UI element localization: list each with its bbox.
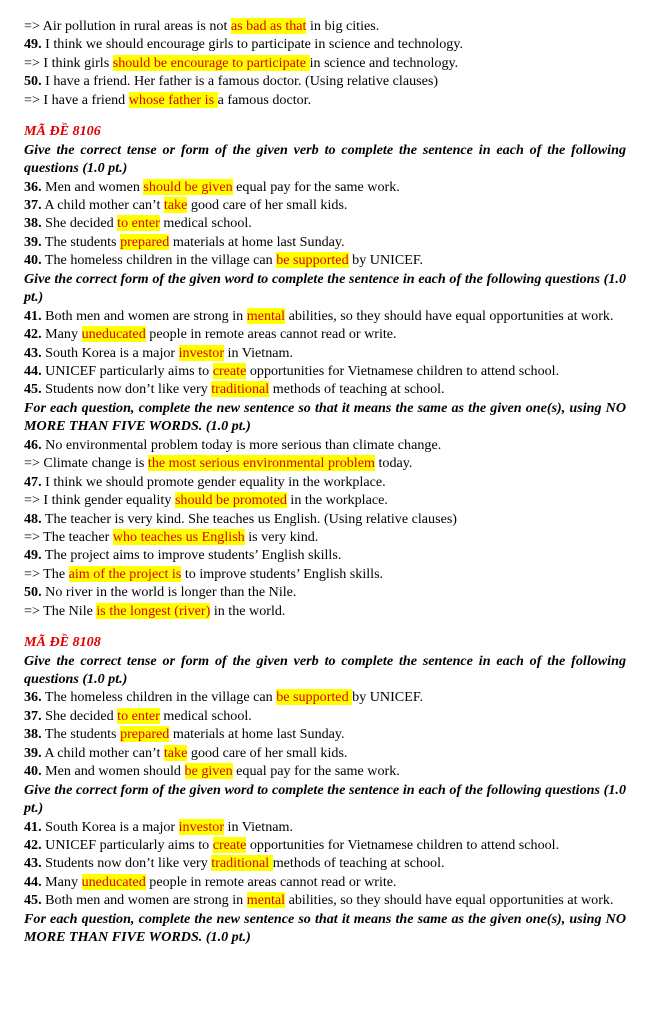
question-line (24, 873, 626, 891)
sentence-text: No environmental problem today is more serious than climate change. (41, 436, 442, 453)
highlighted-answer: who teaches us English (112, 528, 245, 545)
sentence-text: => I have a friend (24, 91, 129, 108)
answer-line (24, 602, 626, 620)
instruction-verb-8106: Give the correct tense or form of the given verb to complete the sentence in each of the following questions (1.0 pt.) (24, 141, 626, 177)
question-number: 47. (24, 473, 42, 490)
instruction-word-8108: Give the correct form of the given word to complete the sentence in each of the following questions (1.0 pt.) (24, 781, 626, 817)
sentence-text-end: in science and technology. (309, 54, 459, 71)
sentence-text: I think we should encourage girls to participate in science and technology. (41, 36, 463, 53)
highlighted-answer: be supported (276, 252, 349, 269)
sentence-text: I have a friend. Her father is a famous doctor. (Using relative clauses) (41, 73, 439, 90)
highlighted-answer: uneducated (81, 326, 146, 343)
sentence-text: => The (24, 565, 69, 582)
question-line (24, 725, 626, 743)
highlighted-answer: to enter (117, 707, 160, 724)
highlighted-answer: investor (178, 818, 225, 835)
highlighted-answer: investor (178, 344, 225, 361)
question-number: 39. (24, 744, 42, 761)
question-line (24, 546, 626, 564)
question-line (24, 583, 626, 601)
question-line (24, 818, 626, 836)
sentence-text: The homeless children in the village can (41, 689, 277, 706)
top-lines (24, 17, 626, 109)
answer-line (24, 454, 626, 472)
question-line (24, 251, 626, 269)
question-number: 40. (24, 252, 42, 269)
question-line (24, 72, 626, 90)
questions-word-8108 (24, 818, 626, 892)
question-line (24, 380, 626, 398)
sentence-text-end: in the world. (210, 602, 286, 619)
sentence-text: Men and women should (41, 763, 185, 780)
question-number: 37. (24, 707, 42, 724)
sentence-text-end: today. (374, 455, 413, 472)
sentence-text: UNICEF particularly aims to (41, 837, 213, 854)
sentence-text: The teacher is very kind. She teaches us English. (Using relative clauses) (41, 510, 458, 527)
sentence-text: => Air pollution in rural areas is not (24, 18, 231, 34)
exam-code-8106: MÃ ĐỀ 8106 (24, 123, 101, 140)
sentence-text-end: good care of her small kids. (187, 744, 348, 761)
question-number: 43. (24, 855, 42, 872)
question-line (24, 35, 626, 53)
sentence-text-end: is very kind. (244, 528, 319, 545)
sentence-text: A child mother can’t (41, 196, 164, 213)
highlighted-answer: prepared (120, 726, 170, 743)
sentence-text: Many (41, 326, 82, 343)
question-number: 46. (24, 436, 42, 453)
question-number: 37. (24, 196, 42, 213)
answer-line (24, 54, 626, 72)
sentence-text-end: materials at home last Sunday. (169, 233, 345, 250)
sentence-text: UNICEF particularly aims to (41, 362, 213, 379)
sentence-text-end: by UNICEF. (348, 252, 424, 269)
sentence-text: The homeless children in the village can (41, 252, 277, 269)
highlighted-answer: whose father is (128, 91, 218, 108)
sentence-text: No river in the world is longer than the Nile. (41, 584, 297, 601)
question-line (24, 762, 626, 780)
sentence-text: She decided (41, 215, 118, 232)
sentence-text-end: equal pay for the same work. (232, 178, 400, 195)
question-line (24, 233, 626, 251)
sentence-text: She decided (41, 707, 118, 724)
highlighted-answer: to enter (117, 215, 160, 232)
sentence-text-end: in the workplace. (286, 492, 388, 509)
sentence-text-end: in big cities. (306, 18, 380, 34)
sentence-text-end: in Vietnam. (224, 818, 293, 835)
question-number: 41. (24, 307, 42, 324)
question-number: 36. (24, 178, 42, 195)
answer-line (24, 528, 626, 546)
answer-line (24, 491, 626, 509)
question-number: 48. (24, 510, 42, 527)
sentence-text: I think we should promote gender equality in the workplace. (41, 473, 386, 490)
sentence-text: => The Nile (24, 602, 97, 619)
sentence-text: Students now don’t like very (41, 855, 212, 872)
sentence-text: The students (41, 233, 121, 250)
sentence-text-end: to improve students’ English skills. (181, 565, 384, 582)
question-line (24, 473, 626, 491)
questions-word-8106 (24, 325, 626, 399)
question-line (24, 707, 626, 725)
question-number: 45. (24, 381, 42, 398)
question-line (24, 344, 626, 362)
sentence-text: The project aims to improve students’ English skills. (41, 547, 342, 564)
highlighted-answer: take (163, 744, 188, 761)
question-45-8108 (24, 891, 626, 909)
sentence-text-end: people in remote areas cannot read or write. (145, 873, 397, 890)
sentence-text-end: by UNICEF. (352, 689, 424, 706)
question-number: 44. (24, 873, 42, 890)
questions-verb-8108 (24, 688, 626, 780)
question-number: 38. (24, 215, 42, 232)
questions-rewrite-8106 (24, 436, 626, 620)
highlighted-answer: should be encourage to participate (112, 54, 310, 71)
question-line (24, 436, 626, 454)
sentence-text-end: opportunities for Vietnamese children to attend school. (246, 362, 560, 379)
highlighted-answer: should be given (143, 178, 233, 195)
question-line (24, 688, 626, 706)
question-number: 50. (24, 584, 42, 601)
question-number: 50. (24, 73, 42, 90)
sentence-text-end: methods of teaching at school. (269, 381, 445, 398)
question-number: 40. (24, 763, 42, 780)
sentence-text-end: materials at home last Sunday. (169, 726, 345, 743)
sentence-text: Both men and women are strong in (41, 307, 247, 324)
highlighted-answer: uneducated (81, 873, 146, 890)
exam-code-8108: MÃ ĐỀ 8108 (24, 634, 101, 651)
highlighted-answer: create (212, 362, 247, 379)
sentence-text-end: abilities, so they should have equal opportunities at work. (285, 892, 614, 909)
instruction-word-8106: Give the correct form of the given word to complete the sentence in each of the following questions (1.0 pt.) (24, 270, 626, 306)
sentence-text-end: medical school. (159, 215, 252, 232)
sentence-text: Students now don’t like very (41, 381, 212, 398)
sentence-text: A child mother can’t (41, 744, 164, 761)
instruction-rewrite-8106: For each question, complete the new sentence so that it means the same as the given one(s), using NO MORE THAN FIVE WORDS. (1.0 pt.) (24, 399, 626, 435)
question-line (24, 196, 626, 214)
question-number: 36. (24, 689, 42, 706)
answer-line (24, 565, 626, 583)
highlighted-answer: be given (184, 763, 233, 780)
sentence-text: Many (41, 873, 82, 890)
highlighted-answer: prepared (120, 233, 170, 250)
question-41-8106 (24, 307, 626, 325)
sentence-text: South Korea is a major (41, 818, 179, 835)
question-line (24, 307, 626, 325)
questions-verb-8106 (24, 178, 626, 270)
question-number: 38. (24, 726, 42, 743)
sentence-text-end: good care of her small kids. (187, 196, 348, 213)
answer-line (24, 91, 626, 109)
answer-line (24, 17, 626, 35)
question-line (24, 214, 626, 232)
highlighted-answer: be supported (276, 689, 353, 706)
sentence-text: => Climate change is (24, 455, 148, 472)
sentence-text: => I think gender equality (24, 492, 175, 509)
sentence-text-end: equal pay for the same work. (232, 763, 400, 780)
sentence-text-end: people in remote areas cannot read or write. (145, 326, 397, 343)
sentence-text-end: opportunities for Vietnamese children to attend school. (246, 837, 560, 854)
question-number: 43. (24, 344, 42, 361)
question-line (24, 325, 626, 343)
instruction-verb-8108: Give the correct tense or form of the given verb to complete the sentence in each of the following questions (1.0 pt.) (24, 652, 626, 688)
question-line (24, 510, 626, 528)
highlighted-answer: traditional (211, 855, 273, 872)
highlighted-answer: mental (246, 307, 286, 324)
sentence-text-end: in Vietnam. (224, 344, 293, 361)
sentence-text: Men and women (41, 178, 144, 195)
sentence-text: Both men and women are strong in (41, 892, 247, 909)
question-line (24, 362, 626, 380)
sentence-text: => The teacher (24, 528, 113, 545)
sentence-text: The students (41, 726, 121, 743)
sentence-text-end: a famous doctor. (217, 91, 312, 108)
question-number: 44. (24, 362, 42, 379)
question-line (24, 178, 626, 196)
highlighted-answer: should be promoted (174, 492, 287, 509)
sentence-text: => I think girls (24, 54, 113, 71)
question-number: 49. (24, 547, 42, 564)
question-number: 42. (24, 837, 42, 854)
question-number: 41. (24, 818, 42, 835)
question-number: 42. (24, 326, 42, 343)
highlighted-answer: as bad as that (230, 18, 307, 34)
document-page (24, 17, 626, 947)
question-number: 49. (24, 36, 42, 53)
sentence-text-end: abilities, so they should have equal opportunities at work. (285, 307, 614, 324)
question-line (24, 854, 626, 872)
question-number: 39. (24, 233, 42, 250)
sentence-text-end: medical school. (159, 707, 252, 724)
highlighted-answer: mental (246, 892, 286, 909)
highlighted-answer: traditional (211, 381, 270, 398)
question-line (24, 744, 626, 762)
highlighted-answer: the most serious environmental problem (147, 455, 375, 472)
sentence-text: South Korea is a major (41, 344, 179, 361)
highlighted-answer: is the longest (river) (96, 602, 211, 619)
question-number: 45. (24, 892, 42, 909)
sentence-text-end: methods of teaching at school. (272, 855, 445, 872)
question-line (24, 891, 626, 909)
question-line (24, 836, 626, 854)
highlighted-answer: create (212, 837, 247, 854)
instruction-rewrite-8108: For each question, complete the new sentence so that it means the same as the given one(s), using NO MORE THAN FIVE WORDS. (1.0 pt.) (24, 910, 626, 946)
highlighted-answer: take (163, 196, 188, 213)
highlighted-answer: aim of the project is (68, 565, 182, 582)
